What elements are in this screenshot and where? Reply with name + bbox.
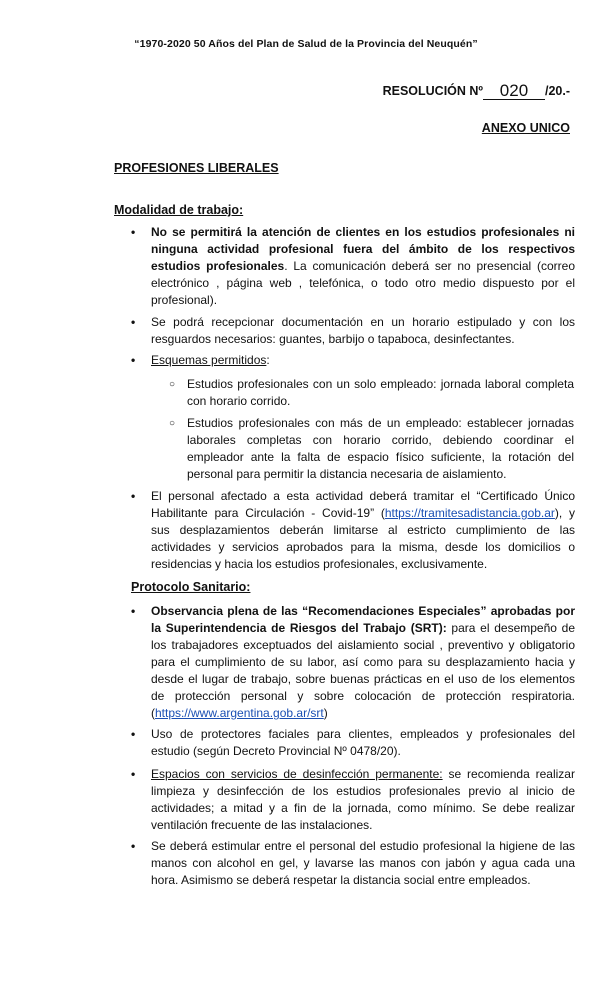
tramites-link[interactable]: https://tramitesadistancia.gob.ar — [384, 506, 555, 520]
section-title: PROFESIONES LIBERALES — [114, 161, 279, 175]
modalidad-bullet-1-bold: No se permitirá la atención de clientes en los estudios profesionales ni ninguna actividad profesional fuera del ámbito de los respectivos estudios profesionales — [151, 225, 575, 273]
srt-link[interactable]: https://www.argentina.gob.ar/srt — [155, 706, 324, 720]
protocolo-title: Protocolo Sanitario: — [131, 580, 251, 594]
protocolo-bullet-4-text: Se deberá estimular entre el personal del estudio profesional la higiene de las manos con alcohol en gel, y lavarse las manos con jabón y agua cada una hora. Asimismo se deberá respetar la distancia social entre empleados. — [151, 839, 575, 887]
modalidad-bullet-4-pre: El personal afectado a esta actividad deberá tramitar el “Certificado Único Habilitante para Circulación - Covid-19” ( — [151, 489, 575, 520]
sub-bullet-circle: ○ — [169, 418, 176, 429]
modalidad-bullet-4-post: ), y sus desplazamientos deberán limitarse al estricto cumplimiento de las actividades y servicios aprobados para la misma, desde los domicilios o residencias y hacia los estudios profesionales, exclusivamente. — [151, 506, 575, 571]
modalidad-title: Modalidad de trabajo: — [114, 203, 244, 217]
resolution-line — [383, 82, 570, 99]
desinfeccion-label: Espacios con servicios de desinfección permanente: — [151, 767, 443, 781]
protocolo-bullet-2 — [131, 726, 575, 760]
esquema-sub-2-text: Estudios profesionales con más de un empleado: establecer jornadas laborales completas con horario corrido, debiendo coordinar el empleador ante la falta de espacio físico suficiente, la rotación del personal para permitir la distancia necesaria de aislamiento. — [187, 416, 574, 481]
bullet-dot: • — [131, 839, 136, 853]
resolution-suffix: /20.- — [544, 84, 570, 98]
esquemas-colon: : — [266, 353, 270, 367]
protocolo-bullet-1-text: para el desempeño de los trabajadores exceptuados del aislamiento social , preventivo y obligatorio para el cumplimiento de su labor, así como para su desplazamiento hacia y desde el lugar de trabajo, sobre buenas prácticas en el uso de los elementos de protección personal y sobre colocación de protección respiratoria. ( — [151, 621, 575, 720]
bullet-dot: • — [131, 489, 136, 503]
resolution-number: 020 — [483, 83, 545, 100]
bullet-dot: • — [131, 225, 136, 239]
protocolo-bullet-1 — [131, 603, 575, 722]
esquemas-label: Esquemas permitidos — [151, 353, 267, 367]
esquema-sub-2 — [169, 415, 574, 483]
protocolo-bullet-1-bold: Observancia plena de las “Recomendaciones Especiales” aprobadas por la Superintendencia de Riesgos del Trabajo (SRT): — [151, 604, 575, 635]
protocolo-bullet-1-end: ) — [323, 706, 328, 720]
modalidad-bullet-3 — [131, 352, 575, 369]
modalidad-bullet-2 — [131, 314, 575, 348]
bullet-dot: • — [131, 767, 136, 781]
modalidad-bullet-4 — [131, 488, 575, 573]
header-motto: “1970-2020 50 Años del Plan de Salud de la Provincia del Neuquén” — [134, 38, 478, 50]
esquema-sub-1 — [169, 376, 574, 410]
bullet-dot: • — [131, 604, 136, 618]
modalidad-bullet-1 — [131, 224, 576, 309]
modalidad-bullet-2-text: Se podrá recepcionar documentación en un horario estipulado y con los resguardos necesarios: guantes, barbijo o tapaboca, desinfectantes. — [151, 315, 575, 346]
protocolo-bullet-2-text: Uso de protectores faciales para clientes, empleados y profesionales del estudio (según Decreto Provincial Nº 0478/20). — [151, 727, 575, 758]
bullet-dot: • — [131, 727, 136, 741]
esquema-sub-1-text: Estudios profesionales con un solo empleado: jornada laboral completa con horario corrido. — [187, 377, 574, 408]
modalidad-bullet-1-text: . La comunicación deberá ser no presencial (correo electrónico , página web , telefónica, o todo otro medio dispuesto por el profesional). — [151, 259, 576, 307]
protocolo-bullet-3-text: se recomienda realizar limpieza y desinfección de los estudios profesionales previo al inicio de actividades; a mitad y a fin de la jornada, como mínimo. Se debe realizar ventilación frecuente de las instalaciones. — [151, 767, 575, 832]
sub-bullet-circle: ○ — [169, 379, 176, 390]
annex-title: ANEXO UNICO — [481, 121, 570, 135]
resolution-label: RESOLUCIÓN Nº — [382, 84, 483, 98]
bullet-dot: • — [131, 353, 136, 367]
bullet-dot: • — [131, 315, 136, 329]
protocolo-bullet-4 — [131, 838, 575, 889]
protocolo-bullet-3 — [131, 766, 575, 834]
